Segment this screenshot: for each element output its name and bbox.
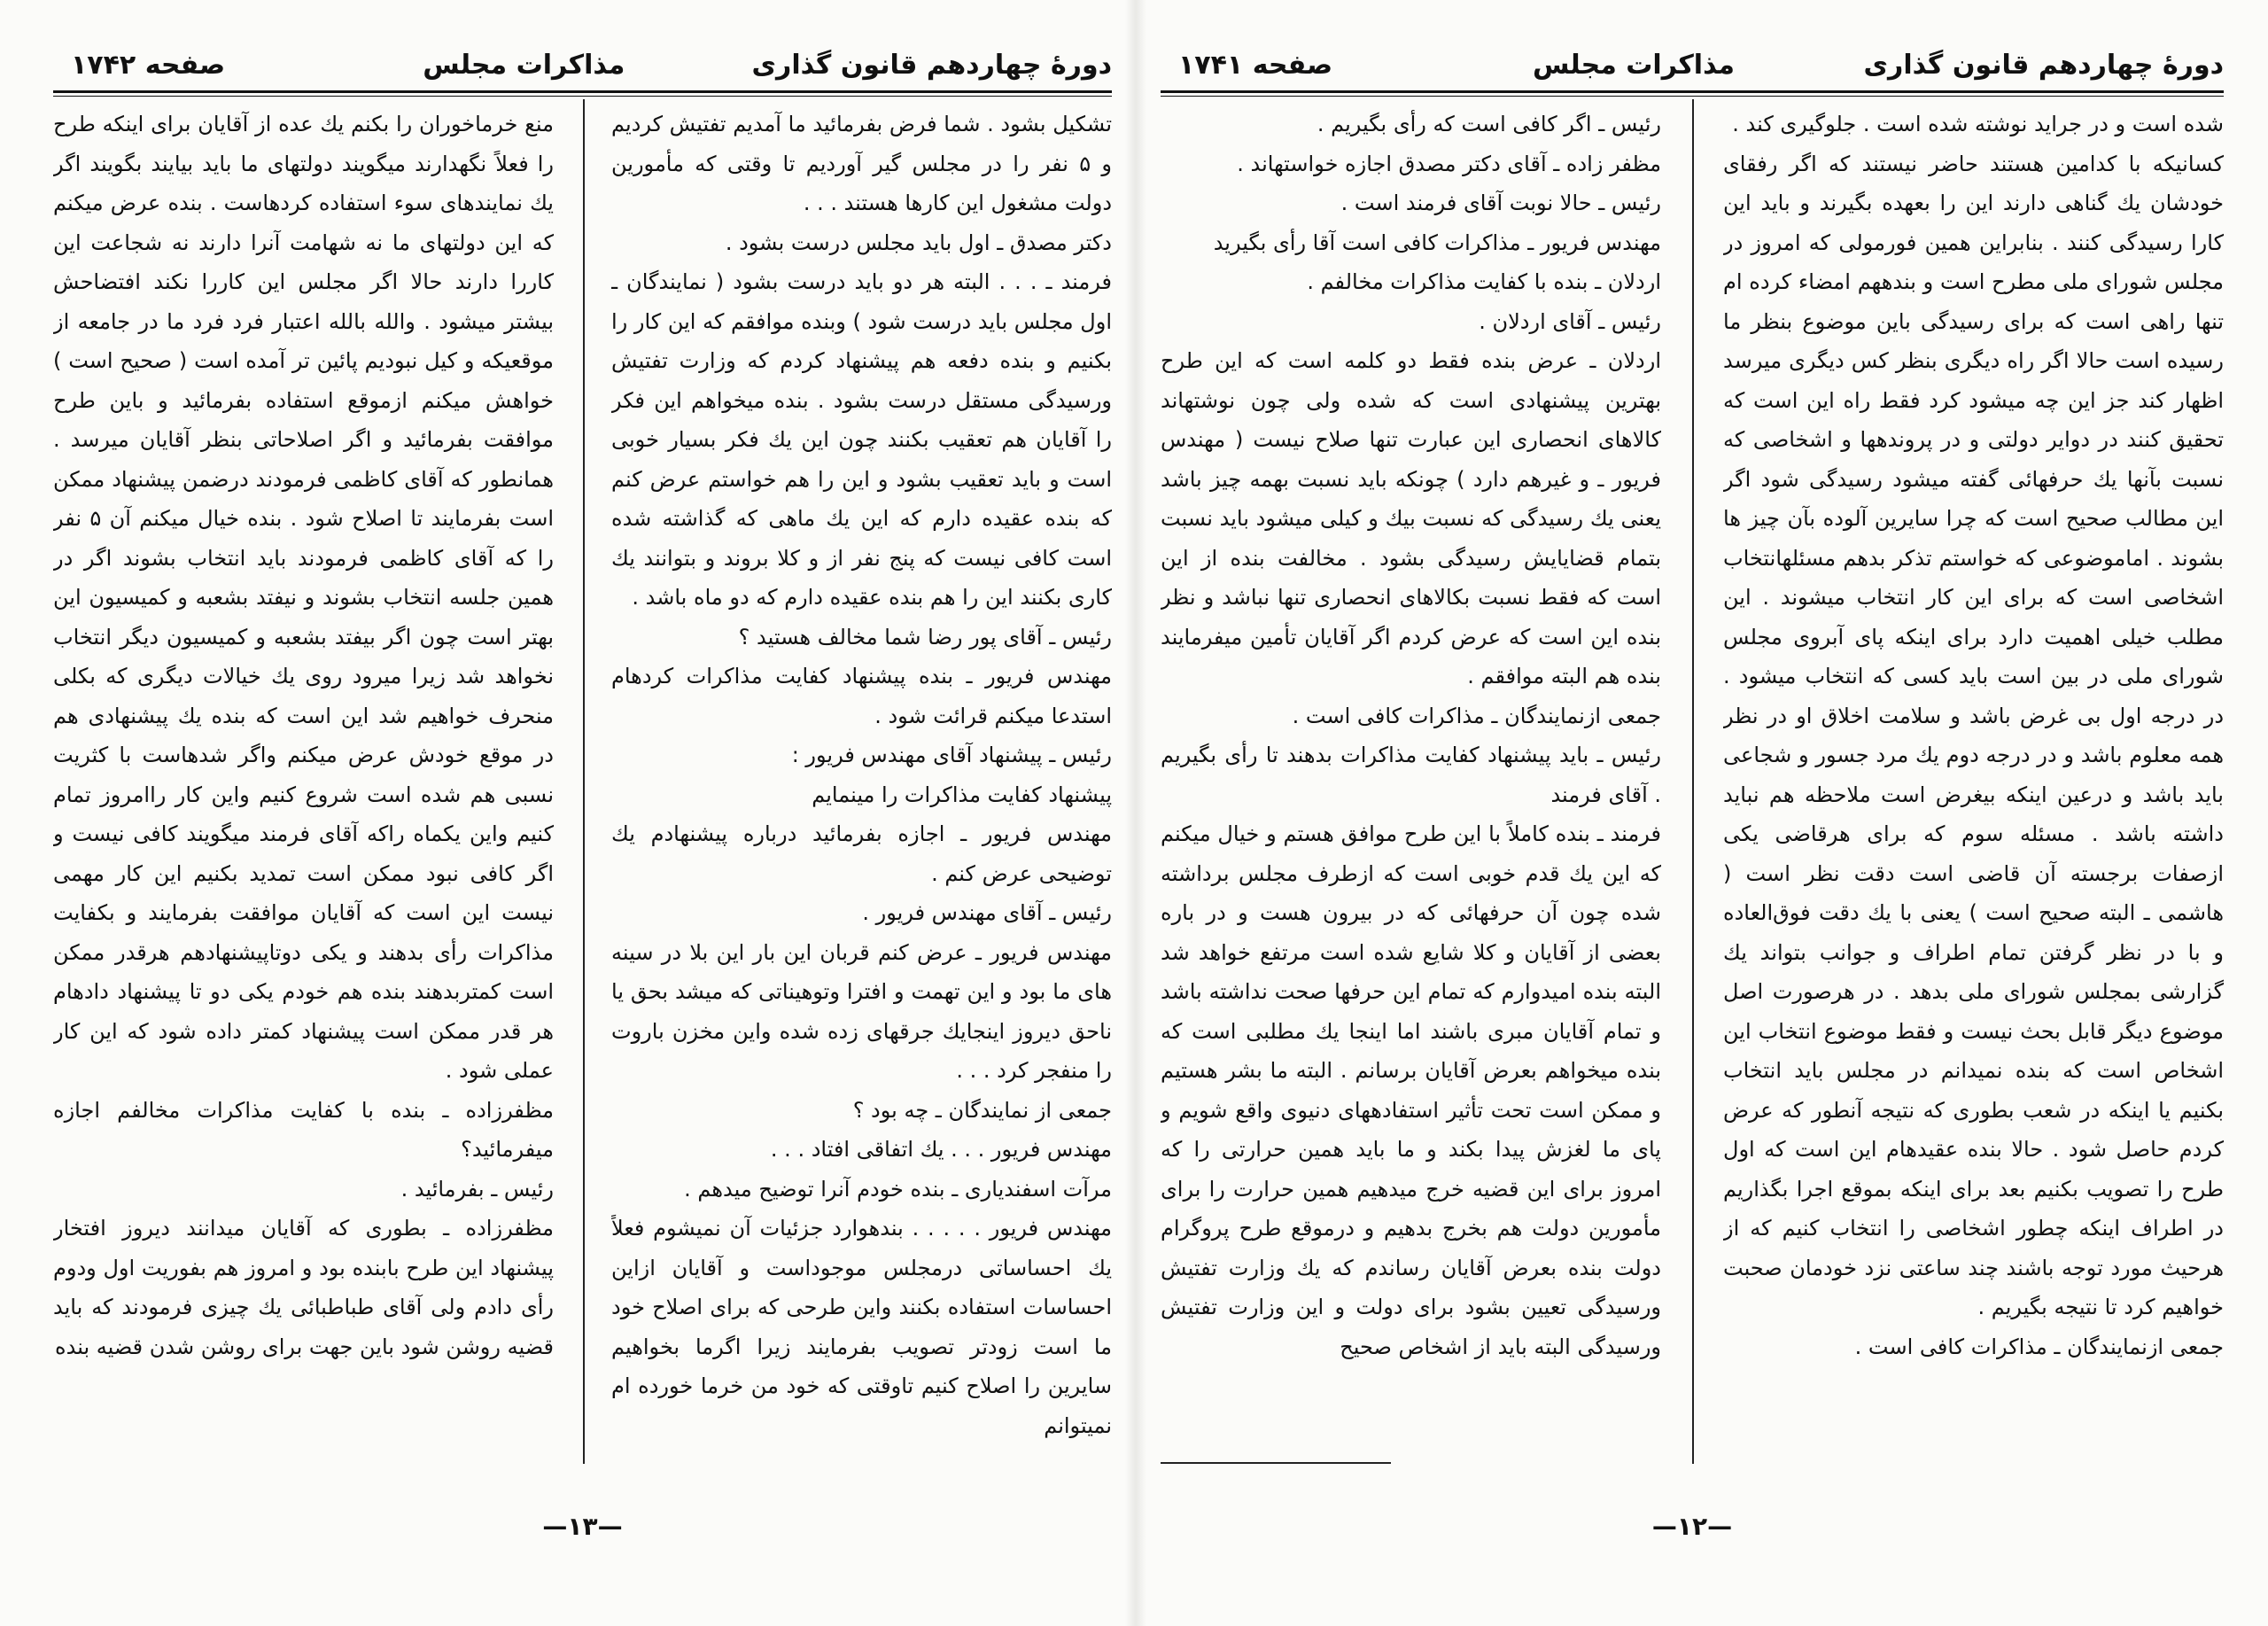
paragraph: دکتر مصدق ـ اول باید مجلس درست بشود . [725,230,1112,255]
header-rule [53,90,1112,93]
paragraph: مهندس فریور ـ مذاکرات کافی است آقا رأی بگیرید [1213,230,1661,255]
paragraph: مظفرزاده ـ بطوری که آقایان میدانند دیروز افتخار پیشنهاد این طرح بابنده بود و امروز هم بفوریت اول ودوم رأی دادم ولی آقای طباطبائی یك چیزی فرمودند که باید قضیه روشن شود باین جهت برای روشن شدن قضیه بنده [53,1216,554,1359]
header-rule-thin [1161,96,2224,97]
paragraph: اردلان ـ عرض بنده فقط دو کلمه است که این طرح بهترین پیشنهادی است که شده ولی چون نوشتهاند کالاهای انحصاری این عبارت تنها صلاح نیست ( مهندس فریور ـ و غیرهم دارد ) چونکه باید نسبت بهمه چیز باشد یعنی یك رسیدگی که نسبت بیك و کیلی میشود باید نسبت بتمام قضایایش رسیدگی بشود . مخالفت بنده از این است که فقط نسبت بکالاهای انحصاری تنها نباشد و نظر بنده این است که عرض کردم اگر آقایان تأمین میفرمایند بنده هم البته موافقم . [1161,348,1661,689]
paragraph: اردلان ـ بنده با کفایت مذاکرات مخالفم . [1307,269,1661,294]
paragraph: تشکیل بشود . شما فرض بفرمائید ما آمدیم تفتیش کردیم و ۵ نفر را در مجلس گیر آوردیم تا وقتی که مأمورین دولت مشغول این کارها هستند . . . [611,112,1112,215]
paragraph: رئیس ـ بفرمائید . [400,1176,554,1202]
running-title: دورهٔ چهاردهم قانون گذاری [751,50,1112,81]
paragraph: منع خرماخوران را بکنم یك عده از آقایان برای اینکه طرح را فعلاً نگهدارند میگویند دولتهای ما باید بیایند بگویند اگر یك نمایندهای سوء استفاده کردهاست . بنده عرض میکنم که این دولتهای ما نه شهامت آنرا دارند نه شجاعت این کاررا دارند حالا اگر مجلس این کاررا نکند افتضاحش بیشتر میشود . والله بالله اعتبار فرد فرد ما در جامعه از موقعیکه و کیل نبودیم پائین تر آمده است ( صحیح است ) خواهش میکنم ازموقع استفاده بفرمائید و باین طرح موافقت بفرمائید و اگر اصلاحاتی بنظر آقایان میرسد . همانطور که آقای کاظمی فرمودند درضمن پیشنهاد ممکن است بفرمایند تا اصلاح شود . بنده خیال میکنم آن ۵ نفر را که آقای کاظمی فرمودند باید انتخاب بشوند اگر در همین جلسه انتخاب بشوند و نیفتد بشعبه و کمیسیون این بهتر است چون اگر بیفتد بشعبه و کمیسیون دیگر انتخاب نخواهد شد زیرا میرود روی یك خیالات دیگری که بکلی منحرف خواهیم شد این است که بنده یك پیشنهادی هم در موقع خودش عرض میکنم واگر شدهاست با کثریت نسبی هم شده است شروع کنیم واین کار راامروز تمام کنیم واین یکماه راکه آقای فرمند میگویند کافی نیست و اگر کافی نبود ممکن است تمدید بکنیم این کار مهمی نیست این است که آقایان موافقت بفرمایند و بکفایت مذاکرات رأی بدهند و یکی دوتاپیشنهادهم هرقدر ممکن است کمتربدهند بنده هم خودم یکی دو تا پیشنهاد دادهام هر قدر ممکن است پیشنهاد کمتر داده شود که این کار عملی شود . [53,112,554,1083]
paragraph: جمعی از نمایندگان ـ چه بود ؟ [852,1097,1112,1123]
column-divider [583,99,585,1464]
running-title: دورهٔ چهاردهم قانون گذاری [1863,50,2224,81]
running-subtitle: مذاکرات مجلس [423,50,625,81]
paragraph: مظفرزاده ـ بنده با کفایت مذاکرات مخالفم اجازه میفرمائید؟ [53,1097,554,1162]
paragraph: کسانیکه با کدامین هستند حاضر نیستند که اگر رفقای خودشان یك گناهی دارند این را بعهده بگیرند و باید این کارا رسیدگی کنند . بنابراین همین فورمولی که امروز در مجلس شورای ملی مطرح است و بندههم امضاء کرده ام تنها راهی است که برای رسیدگی باین موضوع بنظر ما رسیده است حالا اگر راه دیگری بنظر کس دیگری میرسد اظهار کند جز این چه میشود کرد فقط راه این است که تحقیق کنند در دوایر دولتی و در پروندهها و اشخاصی که نسبت بآنها یك حرفهائی گفته میشود رسیدگی شود اگر این مطالب صحیح است که چرا سایرین آلوده بآن چیز ها بشوند . اماموضوعی که خواستم تذکر بدهم مسئلهانتخاب اشخاصی است که برای این کار انتخاب میشوند . این مطلب خیلی اهمیت دارد برای اینکه پای آبروی مجلس شورای ملی در بین است باید کسی که انتخاب میشود . در درجه اول بی غرض باشد و سلامت اخلاق او در نظر همه معلوم باشد و در درجه دوم یك مرد جسور و شجاعی باید باشد و درعین اینکه بیغرض است ملاحظه هم نباید داشته باشد . مسئله سوم که برای هرقاضی یکی ازصفات برجسته آن قاضی است دقت نظر است ( هاشمی ـ البته صحیح است ) یعنی با یك دقت فوق‌العاده و با در نظر گرفتن تمام اطراف و جوانب بتواند یك گزارشی بمجلس شورای ملی بدهد . در هرصورت اصل موضوع دیگر قابل بحث نیست و فقط موضوع انتخاب این اشخاص است که بنده نمیدانم در مجلس باید انتخاب بکنیم یا اینکه در شعب بطوری که نتیجه آنطور که عرض کردم حاصل شود . حالا بنده عقیدهام این است که اول طرح را تصویب بکنیم بعد برای اینکه بموقع اجرا بگذاریم در اطراف اینکه چطور اشخاصی را انتخاب کنیم که از هرحیث مورد توجه باشند چند ساعتی نزد خودمان صحبت خواهیم کرد تا نتیجه بگیریم . [1723,151,2224,1319]
paragraph: مهندس فریور ـ اجازه بفرمائید درباره پیشنهادم یك توضیحی عرض کنم . [611,821,1112,886]
paragraph: رئیس ـ آقای مهندس فریور . [862,900,1112,925]
paragraph: فرمند ـ . . . البته هر دو باید درست بشود ( نمایندگان ـ اول مجلس باید درست شود ) وبنده موافقم که این کار را بکنیم و بنده دفعه هم پیشنهاد کردم که وزارت تفتیش ورسیدگی مستقل درست بشود . بنده میخواهم این فکر را آقایان هم تعقیب بکنند چون این یك فکر بسیار خوبی است و باید تعقیب بشود و این را هم خواستم عرض کنم که بنده عقیده دارم که این یك ماهی که گذاشته شده است کافی نیست که پنج نفر از و کلا بروند و بتوانند یك کاری بکنند این را هم بنده عقیده دارم که دو ماه باشد . [611,269,1112,610]
book-gutter [1125,0,1146,1626]
column-divider [1692,99,1694,1464]
paragraph: رئیس ـ حالا نوبت آقای فرمند است . [1340,191,1661,215]
paragraph: شده است و در جراید نوشته شده است . جلوگیری کند . [1732,112,2224,136]
paragraph: مهندس فریور ـ بنده پیشنهاد کفایت مذاکرات کردهام استدعا میکنم قرائت شود . [611,664,1112,728]
header-rule-thin [53,96,1112,97]
running-subtitle: مذاکرات مجلس [1532,50,1735,81]
header-rule [1161,90,2224,93]
paragraph: رئیس ـ باید پیشنهاد کفایت مذاکرات بدهند تا رأی بگیریم . آقای فرمند [1161,743,1661,807]
right-page [1161,0,2224,1626]
text-column-right [611,105,1112,1451]
paragraph: مهندس فریور ـ عرض کنم قربان این بار این بلا در سینه های ما بود و این تهمت و افترا وتوهیناتی که میشد بحق یا ناحق دیروز اینجایك جرقهای زده شده واین مخزن باروت را منفجر کرد . . . [611,939,1112,1083]
paragraph: رئیس ـ اگر کافی است که رأی بگیریم . [1317,112,1661,136]
text-column-left [53,105,554,1451]
paragraph: جمعی ازنمایندگان ـ مذاکرات کافی است . [1854,1334,2224,1359]
paragraph: رئیس ـ آقای پور رضا شما مخالف هستید ؟ [738,624,1112,650]
left-page [53,0,1112,1626]
folio-number: —۱۲— [1651,1512,1733,1541]
page-number: صفحه ۱۷۴۱ [1178,50,1333,81]
column-end-rule [1161,1462,1391,1464]
page-header [1161,50,2224,92]
paragraph: رئیس ـ آقای اردلان . [1479,308,1661,334]
paragraph: فرمند ـ بنده کاملاً با این طرح موافق هستم و خیال میکنم که این یك قدم خوبی است که ازطرف مجلس برداشته شده چون آن حرفهائی که در بیرون هست و در باره بعضی از آقایان و کلا شایع شده است مرتفع خواهد شد البته بنده امیدوارم که تمام این حرفها صحت نداشته باشد و تمام آقایان مبری باشند اما اینجا یك مطلبی است که بنده میخواهم بعرض آقایان برسانم . البته ما بشر هستیم و ممکن است تحت تأثیر استفادههای دنیوی واقع شویم و پای ما لغزش پیدا بکند و ما باید همین حرارتی را که امروز برای این قضیه خرج میدهیم همین حرارت را برای مأمورین دولت هم بخرج بدهیم و درموقع طرح پروگرام دولت بنده بعرض آقایان رساندم که یك وزارت تفتیش ورسیدگی تعیین بشود برای دولت و این وزارت تفتیش ورسیدگی البته باید از اشخاص صحیح [1161,821,1661,1359]
paragraph: مهندس فریور . . . . . بندهوارد جزئیات آن نمیشوم فعلاً یك احساساتی درمجلس موجوداست و آقایان ازاین احساسات استفاده بکنند واین طرحی که برای اصلاح خود ما است زودتر تصویب بفرمایند زیرا اگرما بخواهیم سایرین را اصلاح کنیم تاوقتی که خود من خرما خورده ام نمیتوانم [611,1216,1112,1438]
text-column-right [1723,105,2224,1451]
page-header [53,50,1112,92]
paragraph: مهندس فریور . . . یك اتفاقی افتاد . . . [770,1137,1112,1162]
page-number: صفحه ۱۷۴۲ [71,50,226,81]
folio-number: —۱۳— [542,1512,623,1541]
paragraph: جمعی ازنمایندگان ـ مذاکرات کافی است . [1292,703,1661,728]
paragraph: مرآت اسفندیاری ـ بنده خودم آنرا توضیح میدهم . [684,1176,1112,1202]
paragraph: پیشنهاد کفایت مذاکرات را مینمایم [812,782,1112,807]
paragraph: مظفر زاده ـ آقای دکتر مصدق اجازه خواستهاند . [1237,151,1661,176]
paragraph: رئیس ـ پیشنهاد آقای مهندس فریور : [791,743,1112,767]
text-column-left [1161,105,1661,1451]
